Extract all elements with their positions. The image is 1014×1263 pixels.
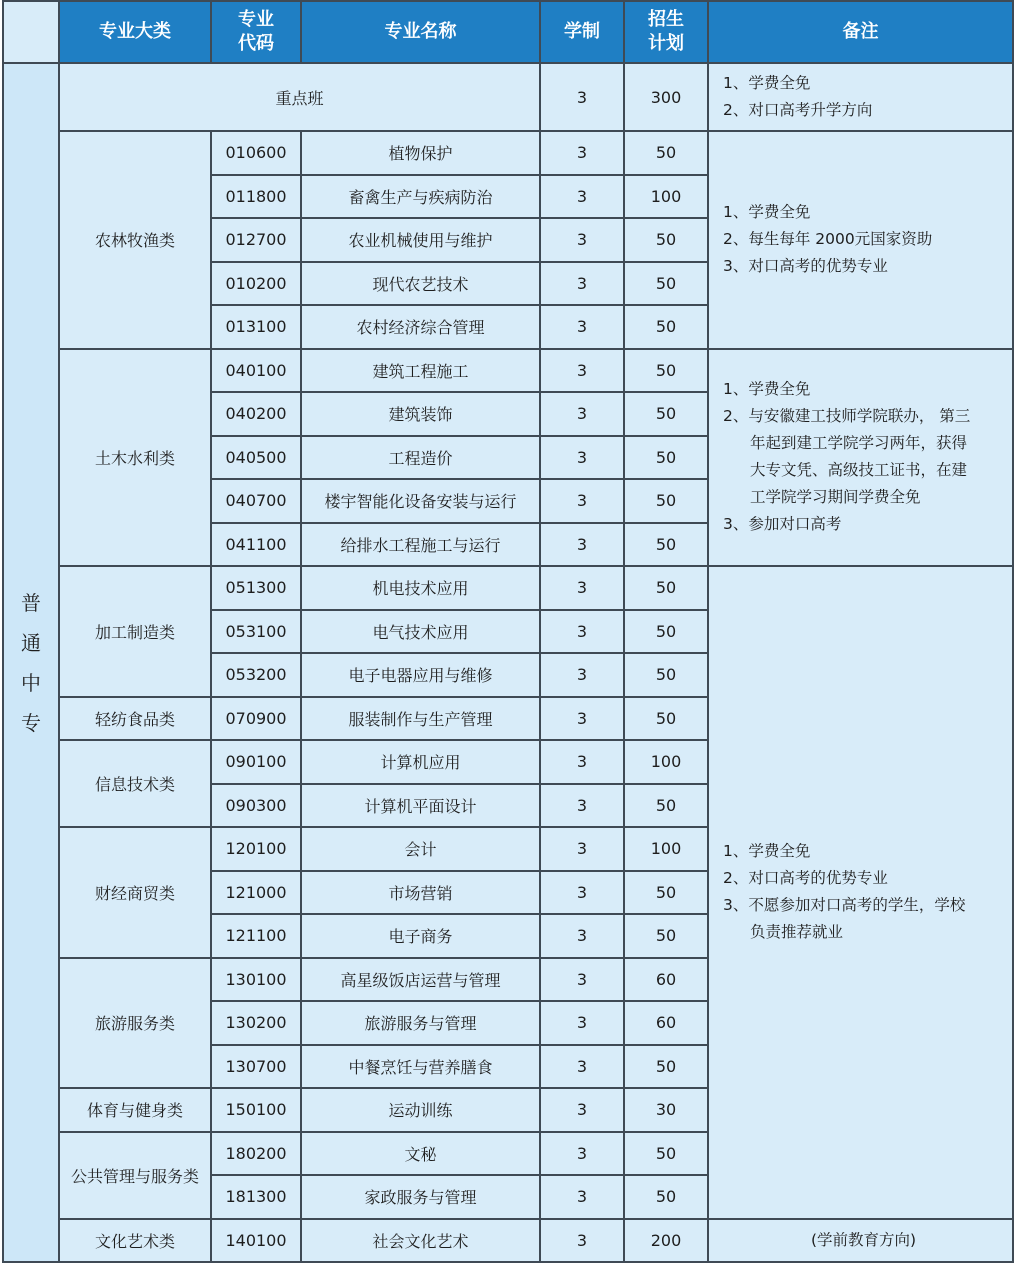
major-plan: 50 [624, 653, 708, 697]
header-corner [3, 1, 59, 63]
major-code: 041100 [211, 523, 301, 567]
major-years: 3 [540, 740, 624, 784]
major-code: 181300 [211, 1175, 301, 1219]
header-years: 学制 [540, 1, 624, 63]
major-years: 3 [540, 1219, 624, 1263]
major-years: 3 [540, 1088, 624, 1132]
major-name: 楼宇智能化设备安装与运行 [301, 479, 540, 523]
major-name: 电气技术应用 [301, 610, 540, 654]
major-code: 180200 [211, 1132, 301, 1176]
major-name: 计算机应用 [301, 740, 540, 784]
major-code: 011800 [211, 175, 301, 219]
major-code: 150100 [211, 1088, 301, 1132]
major-code: 051300 [211, 566, 301, 610]
note-line: 2、每生每年 2000元国家资助 [723, 230, 933, 249]
category-cell: 公共管理与服务类 [59, 1132, 211, 1219]
major-plan: 50 [624, 305, 708, 349]
major-years: 3 [540, 1175, 624, 1219]
major-plan: 100 [624, 740, 708, 784]
major-name: 机电技术应用 [301, 566, 540, 610]
table-row [3, 566, 1013, 610]
category-cell: 旅游服务类 [59, 958, 211, 1089]
major-name: 电子电器应用与维修 [301, 653, 540, 697]
major-code: 010600 [211, 131, 301, 175]
major-name: 服装制作与生产管理 [301, 697, 540, 741]
note-line: 3、参加对口高考 [723, 515, 842, 534]
major-code: 130200 [211, 1001, 301, 1045]
major-code: 012700 [211, 218, 301, 262]
major-years: 3 [540, 131, 624, 175]
major-name: 中餐烹饪与营养膳食 [301, 1045, 540, 1089]
major-name: 给排水工程施工与运行 [301, 523, 540, 567]
header-notes: 备注 [708, 1, 1013, 63]
key-class-name: 重点班 [59, 63, 540, 131]
major-plan: 50 [624, 392, 708, 436]
note-line: 1、学费全免 [723, 203, 811, 222]
major-code: 010200 [211, 262, 301, 306]
major-plan: 50 [624, 610, 708, 654]
major-years: 3 [540, 392, 624, 436]
major-plan: 50 [624, 131, 708, 175]
major-years: 3 [540, 827, 624, 871]
note-line: 1、学费全免 [723, 380, 811, 399]
major-plan: 60 [624, 958, 708, 1002]
major-name: 电子商务 [301, 914, 540, 958]
major-plan: 100 [624, 175, 708, 219]
note-line: 3、对口高考的优势专业 [723, 257, 888, 276]
major-plan: 50 [624, 436, 708, 480]
major-name: 文秘 [301, 1132, 540, 1176]
major-plan: 100 [624, 827, 708, 871]
category-cell: 土木水利类 [59, 349, 211, 567]
note-line: 年起到建工学院学习两年，获得 [750, 434, 968, 453]
header-major-name: 专业名称 [301, 1, 540, 63]
major-name: 工程造价 [301, 436, 540, 480]
table-row [3, 131, 1013, 175]
major-years: 3 [540, 653, 624, 697]
header-plan [624, 1, 708, 63]
major-years: 3 [540, 871, 624, 915]
category-cell: 财经商贸类 [59, 827, 211, 958]
major-plan: 200 [624, 1219, 708, 1263]
major-years: 3 [540, 262, 624, 306]
major-years: 3 [540, 349, 624, 393]
category-cell: 农林牧渔类 [59, 131, 211, 349]
major-years: 3 [540, 479, 624, 523]
header-plan-line2: 计划 [648, 33, 684, 54]
major-code: 040100 [211, 349, 301, 393]
major-code: 140100 [211, 1219, 301, 1263]
major-years: 3 [540, 697, 624, 741]
note-line: (学前教育方向) [810, 1230, 917, 1249]
key-class-notes [708, 63, 1013, 131]
major-plan: 50 [624, 1045, 708, 1089]
major-plan: 50 [624, 523, 708, 567]
major-code: 070900 [211, 697, 301, 741]
major-years: 3 [540, 914, 624, 958]
major-years: 3 [540, 1132, 624, 1176]
major-plan: 50 [624, 871, 708, 915]
category-cell: 轻纺食品类 [59, 697, 211, 741]
header-category: 专业大类 [59, 1, 211, 63]
major-name: 建筑工程施工 [301, 349, 540, 393]
major-years: 3 [540, 1001, 624, 1045]
major-code: 120100 [211, 827, 301, 871]
major-plan: 50 [624, 1132, 708, 1176]
category-cell: 加工制造类 [59, 566, 211, 697]
major-name: 农村经济综合管理 [301, 305, 540, 349]
major-years: 3 [540, 566, 624, 610]
notes-cell [708, 131, 1013, 349]
table-row [3, 349, 1013, 393]
major-years: 3 [540, 610, 624, 654]
note-line: 2、对口高考升学方向 [723, 101, 873, 119]
major-years: 3 [540, 305, 624, 349]
major-code: 040700 [211, 479, 301, 523]
header-code [211, 1, 301, 63]
major-plan: 50 [624, 262, 708, 306]
header-code-line2: 代码 [238, 33, 274, 54]
major-code: 121100 [211, 914, 301, 958]
major-plan: 50 [624, 697, 708, 741]
major-plan: 50 [624, 566, 708, 610]
major-plan: 50 [624, 479, 708, 523]
major-plan: 50 [624, 1175, 708, 1219]
key-class-years: 3 [540, 63, 624, 131]
major-plan: 30 [624, 1088, 708, 1132]
note-line: 2、对口高考的优势专业 [723, 869, 888, 888]
side-label-char: 中 [21, 670, 41, 695]
major-plan: 50 [624, 218, 708, 262]
note-line: 1、学费全免 [723, 74, 811, 92]
major-name: 旅游服务与管理 [301, 1001, 540, 1045]
major-name: 建筑装饰 [301, 392, 540, 436]
category-cell: 体育与健身类 [59, 1088, 211, 1132]
table-row [3, 1219, 1013, 1263]
major-years: 3 [540, 218, 624, 262]
side-label-char: 普 [21, 590, 41, 615]
header-plan-line1: 招生 [648, 9, 684, 30]
notes-cell [708, 1219, 1013, 1263]
header-code-line1: 专业 [238, 9, 274, 30]
notes-cell [708, 349, 1013, 567]
major-code: 090100 [211, 740, 301, 784]
major-code: 130100 [211, 958, 301, 1002]
major-years: 3 [540, 1045, 624, 1089]
side-label-char: 专 [21, 710, 41, 735]
major-name: 现代农艺技术 [301, 262, 540, 306]
note-line: 3、不愿参加对口高考的学生，学校 [723, 896, 966, 915]
major-plan: 50 [624, 784, 708, 828]
header-row [3, 1, 1013, 63]
major-name: 植物保护 [301, 131, 540, 175]
major-plan: 50 [624, 349, 708, 393]
majors-table [2, 0, 1014, 1263]
major-code: 130700 [211, 1045, 301, 1089]
category-cell: 信息技术类 [59, 740, 211, 827]
major-years: 3 [540, 784, 624, 828]
major-years: 3 [540, 436, 624, 480]
major-plan: 50 [624, 914, 708, 958]
category-cell: 文化艺术类 [59, 1219, 211, 1263]
note-line: 1、学费全免 [723, 842, 811, 861]
note-line: 2、与安徽建工技师学院联办， 第三 [723, 407, 971, 426]
major-code: 053200 [211, 653, 301, 697]
major-name: 畜禽生产与疾病防治 [301, 175, 540, 219]
key-class-row [3, 63, 1013, 131]
major-code: 090300 [211, 784, 301, 828]
major-code: 053100 [211, 610, 301, 654]
major-name: 高星级饭店运营与管理 [301, 958, 540, 1002]
side-label [3, 63, 59, 1262]
major-name: 运动训练 [301, 1088, 540, 1132]
major-code: 040500 [211, 436, 301, 480]
major-code: 040200 [211, 392, 301, 436]
side-label-char: 通 [21, 630, 41, 655]
major-plan: 60 [624, 1001, 708, 1045]
major-years: 3 [540, 523, 624, 567]
major-name: 计算机平面设计 [301, 784, 540, 828]
note-line: 大专文凭、高级技工证书，在建 [750, 461, 968, 480]
major-name: 会计 [301, 827, 540, 871]
major-name: 家政服务与管理 [301, 1175, 540, 1219]
major-years: 3 [540, 175, 624, 219]
key-class-plan: 300 [624, 63, 708, 131]
notes-cell [708, 566, 1013, 1219]
note-line: 工学院学习期间学费全免 [750, 488, 921, 507]
major-years: 3 [540, 958, 624, 1002]
major-code: 013100 [211, 305, 301, 349]
note-line: 负责推荐就业 [750, 923, 844, 942]
major-code: 121000 [211, 871, 301, 915]
major-name: 农业机械使用与维护 [301, 218, 540, 262]
major-name: 市场营销 [301, 871, 540, 915]
major-name: 社会文化艺术 [301, 1219, 540, 1263]
